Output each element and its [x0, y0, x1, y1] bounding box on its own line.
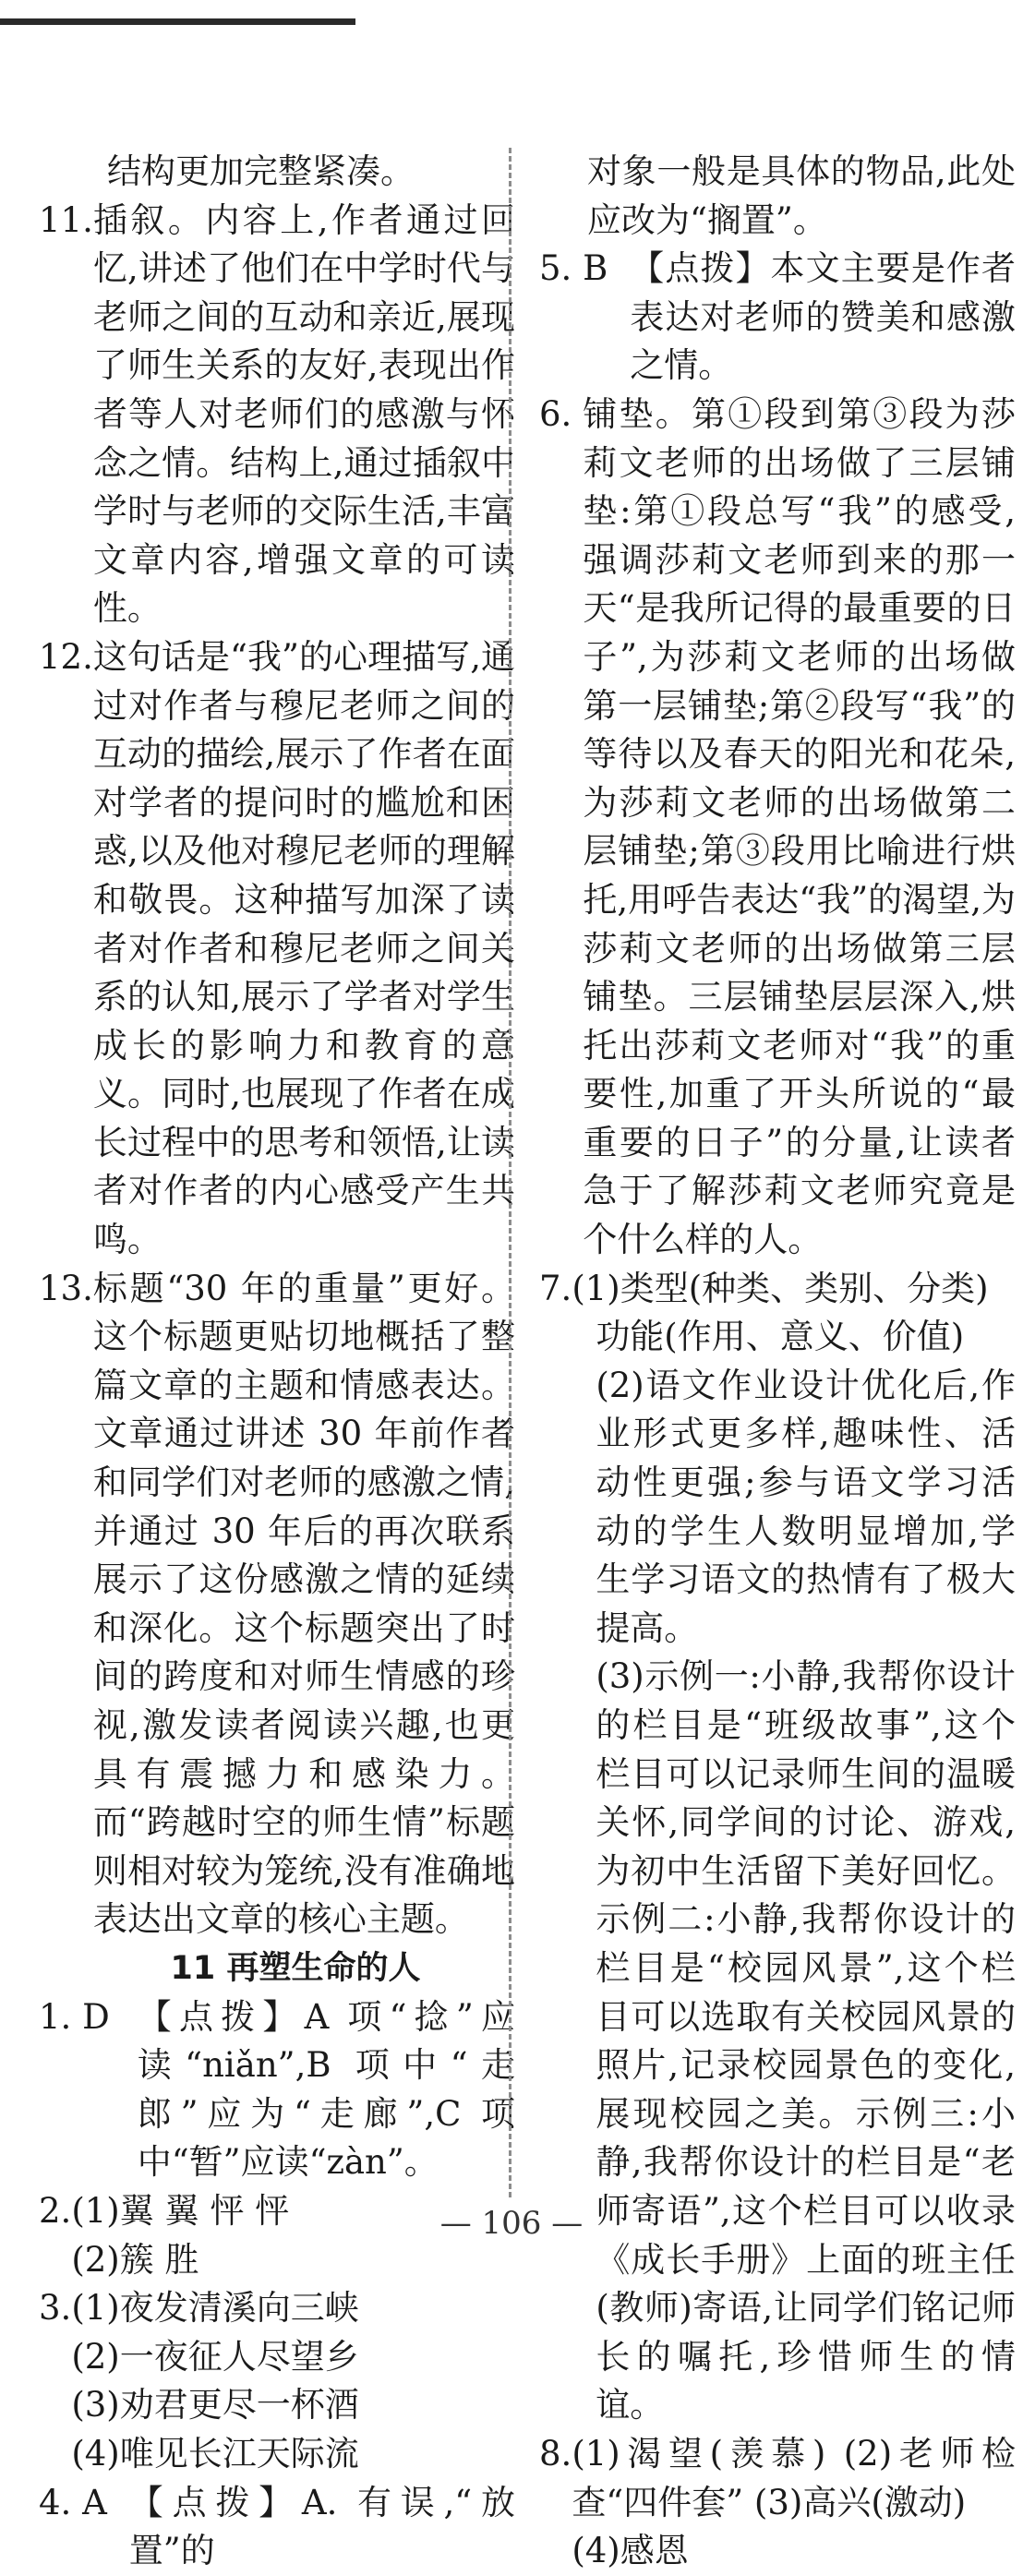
- answer-line: (1)类型(种类、类别、分类): [572, 1268, 989, 1308]
- page-number: — 106 —: [439, 2205, 584, 2242]
- answer-4: [39, 2479, 515, 2576]
- answer-number: 12.: [39, 636, 93, 677]
- answer-number: 3.: [39, 2288, 72, 2329]
- top-rule: [0, 18, 355, 25]
- answer-line: (1)夜发清溪向三峡: [71, 2288, 359, 2329]
- answer-12: [39, 633, 515, 1265]
- answer-8: [539, 2430, 1016, 2576]
- answer-line: (4)唯见长江天际流: [71, 2433, 359, 2474]
- answer-number: 6.: [539, 393, 572, 434]
- answer-text: 这句话是“我”的心理描写,通过对作者与穆尼老师之间的互动的描绘,展示了作者在面对学者的提问时的尴尬和困惑,以及他对穆尼老师的理解和敬畏。这种描写加深了读者对作者和穆尼老师之间关系的认知,展示了学者对学生成长的影响力和教育的意义。同时,也展现了作者在成长过程中的思考和领悟,让读者对作者的内心感受产生共鸣。: [92, 636, 515, 1260]
- answer-5: [539, 245, 1016, 391]
- answer-text: 标题“30 年的重量”更好。这个标题更贴切地概括了整篇文章的主题和情感表达。文章通过讲述 30 年前作者和同学们对老师的感激之情,并通过 30 年后的再次联系展示了这份感激之情的延续和深化。这个标题突出了时间的跨度和对师生情感的珍视,激发读者阅读兴趣,也更具有震撼力和感染力。而“跨越时空的师生情”标题则相对较为笼统,没有准确地表达出文章的核心主题。: [92, 1268, 515, 1940]
- answer-body: [572, 2430, 1016, 2576]
- q10-continuation: 结构更加完整紧凑。: [107, 151, 415, 191]
- answer-paragraph: (3)示例一:小静,我帮你设计的栏目是“班级故事”,这个栏目可以记录师生间的温暖关怀,同学间的讨论、游戏,为初中生活留下美好回忆。 示例二:小静,我帮你设计的栏目是“校园风景”,这个栏目可以选取有关校园风景的照片,记录校园景色的变化,展现校园之美。示例三:小静,我帮你设计的栏目是“老师寄语”,这个栏目可以收录《成长手册》上面的班主任(教师)寄语,让同学们铭记师长的嘱托,珍惜师生的情谊。: [596, 1656, 1016, 2426]
- answer-number: 8.: [539, 2433, 572, 2474]
- answer-number: 13.: [39, 1268, 93, 1308]
- answer-line: (2)簇 胜: [71, 2239, 199, 2280]
- answer-text: 【点拨】本文主要是作者表达对老师的赞美和感激之情。: [630, 248, 1016, 386]
- answer-body: [572, 1265, 1016, 2430]
- answer-6: [539, 391, 1016, 1265]
- answer-number: 1. D: [39, 1996, 110, 2037]
- answer-line: (2)一夜征人尽望乡: [71, 2336, 359, 2377]
- answer-line: (1)翼 翼 怦 怦: [71, 2190, 290, 2231]
- answer-text: 【点拨】A. 有误,“放置”的: [128, 2482, 515, 2571]
- answer-number: 4. A: [39, 2482, 107, 2522]
- answer-4-continuation: 对象一般是具体的物品,此处应改为“搁置”。: [587, 151, 1016, 240]
- answer-line: 功能(作用、意义、价值): [596, 1317, 965, 1357]
- answer-body: [71, 2284, 515, 2478]
- answer-line: (1)渴望(羡慕) (2)老师检查“四件套” (3)高兴(激动): [572, 2433, 1016, 2522]
- section-title: 11 再塑生命的人: [170, 1949, 421, 1987]
- answer-text: 铺垫。第①段到第③段为莎莉文老师的出场做了三层铺垫:第①段总写“我”的感受,强调莎莉文老师到来的那一天“是我所记得的最重要的日子”,为莎莉文老师的出场做第一层铺垫;第②段写“我”的等待以及春天的阳光和花朵,为莎莉文老师的出场做第二层铺垫;第③段用比喻进行烘托,用呼告表达“我”的渴望,为莎莉文老师的出场做第三层铺垫。三层铺垫层层深入,烘托出莎莉文老师对“我”的重要性,加重了开头所说的“最重要的日子”的分量,让读者急于了解莎莉文老师究竟是个什么样的人。: [583, 393, 1016, 1260]
- answer-text: 【点拨】A 项“捻”应读“niǎn”,B 项中“走郎”应为“走廊”,C 项中“暂”应读“zàn”。: [137, 1996, 515, 2183]
- answer-line: (4)感恩: [572, 2531, 689, 2571]
- answer-7: [539, 1265, 1016, 2430]
- answer-3: [39, 2284, 515, 2478]
- answer-text: 插叙。内容上,作者通过回忆,讲述了他们在中学时代与老师之间的互动和亲近,展现了师生关系的友好,表现出作者等人对老师们的感激与怀念之情。结构上,通过插叙中学时与老师的交际生活,丰富文章内容,增强文章的可读性。: [92, 199, 515, 629]
- answer-line: (3)劝君更尽一杯酒: [71, 2385, 359, 2426]
- column-divider: [509, 148, 512, 2197]
- answer-number: 11.: [39, 199, 93, 240]
- answer-number: 7.: [539, 1268, 572, 1308]
- answer-13: [39, 1265, 515, 1944]
- answer-11: [39, 197, 515, 633]
- answer-1: [39, 1993, 515, 2187]
- answer-paragraph: (2)语文作业设计优化后,作业形式更多样,趣味性、活动性更强;参与语文学习活动的学生人数明显增加,学生学习语文的热情有了极大提高。: [596, 1365, 1016, 1648]
- answer-number: 2.: [39, 2190, 72, 2231]
- answer-number: 5. B: [539, 248, 608, 289]
